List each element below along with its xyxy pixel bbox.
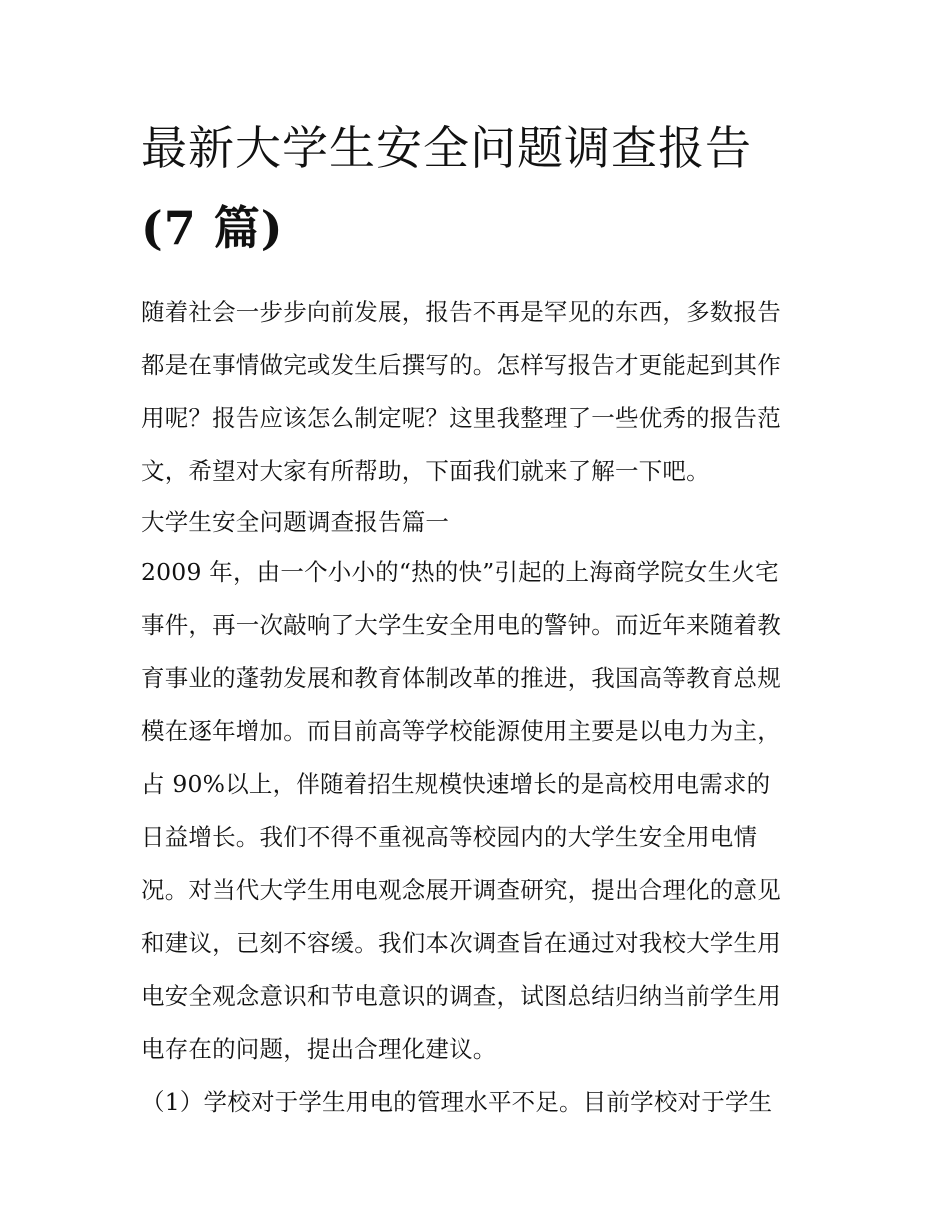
title-line-2: (7 篇) xyxy=(141,201,284,255)
section-line: 占 90%以上，伴随着招生规模快速增长的是高校用电需求的 xyxy=(141,770,771,798)
section-line: 事件，再一次敲响了大学生安全用电的警钟。而近年来随着教 xyxy=(141,611,781,639)
section-line: 电安全观念意识和节电意识的调查，试图总结归纳当前学生用 xyxy=(141,982,781,1010)
section-line: 和建议，已刻不容缓。我们本次调查旨在通过对我校大学生用 xyxy=(141,929,781,957)
point-line: （1）学校对于学生用电的管理水平不足。目前学校对于学生 xyxy=(141,1088,773,1116)
section-line: 育事业的蓬勃发展和教育体制改革的推进，我国高等教育总规 xyxy=(141,664,781,692)
intro-paragraph xyxy=(141,286,813,498)
intro-line: 都是在事情做完或发生后撰写的。怎样写报告才更能起到其作 xyxy=(141,351,781,379)
intro-line: 随着社会一步步向前发展，报告不再是罕见的东西，多数报告 xyxy=(141,298,781,326)
document-title xyxy=(141,108,813,268)
section-line: 电存在的问题，提出合理化建议。 xyxy=(141,1035,497,1063)
document-body xyxy=(141,286,813,1129)
document-page xyxy=(141,108,813,1129)
section-paragraph xyxy=(141,546,813,1076)
intro-line: 文，希望对大家有所帮助，下面我们就来了解一下吧。 xyxy=(141,457,710,485)
intro-line: 用呢？报告应该怎么制定呢？这里我整理了一些优秀的报告范 xyxy=(141,404,781,432)
section-heading: 大学生安全问题调查报告篇一 xyxy=(141,508,450,536)
section-line: 日益增长。我们不得不重视高等校园内的大学生安全用电情 xyxy=(141,823,758,851)
section-line: 2009 年，由一个小小的“热的快”引起的上海商学院女生火宅 xyxy=(141,558,779,586)
section-line: 模在逐年增加。而目前高等学校能源使用主要是以电力为主， xyxy=(141,717,781,745)
title-line-1: 最新大学生安全问题调查报告 xyxy=(141,121,752,175)
section-line: 况。对当代大学生用电观念展开调查研究，提出合理化的意见 xyxy=(141,876,781,904)
